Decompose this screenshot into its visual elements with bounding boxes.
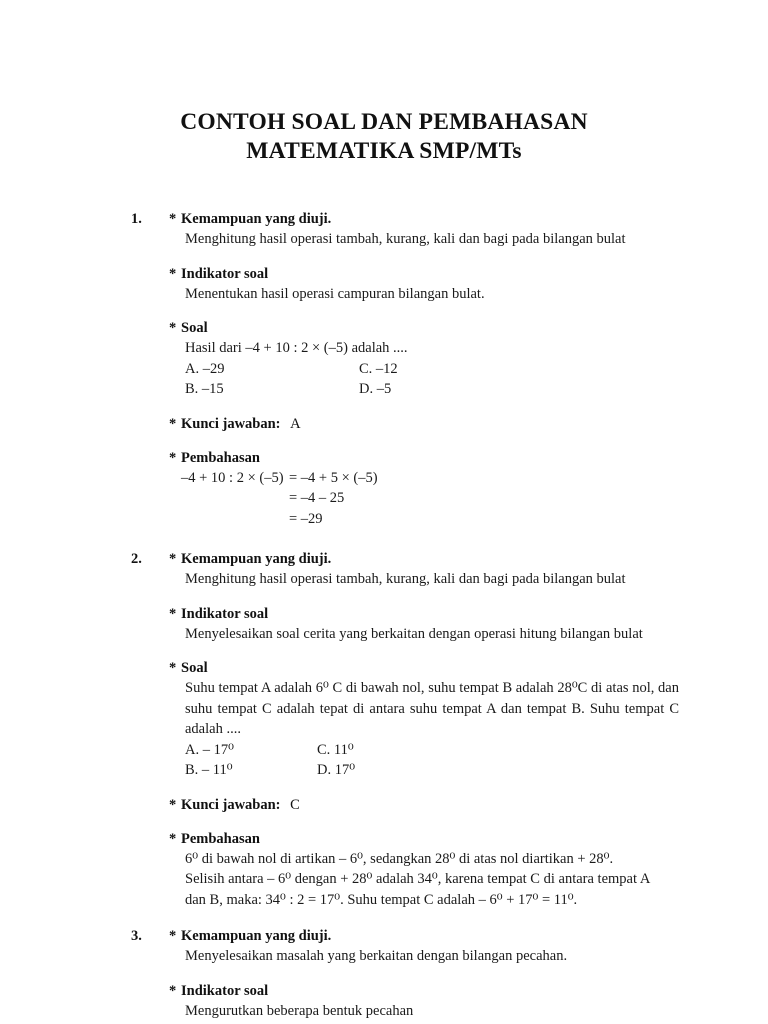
section-body-kemampuan (169, 229, 679, 250)
soal-text: Suhu tempat A adalah 6⁰ C di bawah nol, suhu tempat B adalah 28⁰C di atas nol, dan suhu tempat C adalah tepat di antara suhu tempat A dan tempat B. Suhu tempat C adalah .... (185, 680, 679, 737)
bullet-star-icon: * (169, 830, 177, 847)
option-c[interactable]: C. –12 (359, 360, 398, 377)
section-pembahasan (169, 448, 679, 530)
title-line-1: CONTOH SOAL DAN PEMBAHASAN (180, 109, 588, 135)
section-body-soal (169, 678, 679, 740)
section-heading-pembahasan (169, 448, 679, 468)
option-a[interactable]: A. –29 (185, 360, 225, 377)
solution-step-rhs: = –4 – 25 (289, 490, 345, 506)
section-heading-indikator (169, 604, 679, 624)
section-soal (169, 318, 679, 400)
section-kemampuan (169, 209, 679, 250)
section-heading-label: Indikator soal (181, 605, 269, 622)
section-body-indikator (169, 624, 679, 645)
pembahasan-line: Selisih antara – 6⁰ dengan + 28⁰ adalah 34⁰, karena tempat C di antara tempat A (185, 871, 651, 887)
section-heading-label: Kemampuan yang diuji. (181, 928, 332, 944)
section-heading-label: Kemampuan yang diuji. (181, 551, 332, 567)
bullet-star-icon: * (169, 551, 177, 567)
option-row (185, 760, 679, 781)
indikator-text: Menentukan hasil operasi campuran bilangan bulat. (185, 285, 485, 302)
solution-step-rhs: = –29 (289, 510, 323, 527)
option-row (185, 740, 679, 761)
section-kemampuan (169, 926, 679, 967)
question-block (131, 926, 679, 1021)
question-number: 3. (131, 928, 142, 944)
bullet-star-icon: * (169, 982, 177, 999)
option-row (185, 359, 679, 380)
section-body-pembahasan (169, 849, 679, 911)
section-body-indikator (169, 1001, 679, 1022)
bullet-star-icon: * (169, 660, 177, 676)
section-heading-label: Kunci jawaban: (181, 796, 281, 813)
option-b[interactable]: B. – 11⁰ (185, 762, 233, 778)
option-c[interactable]: C. 11⁰ (317, 741, 354, 758)
section-heading-pembahasan (169, 829, 679, 849)
section-pembahasan (169, 829, 679, 911)
question-number: 1. (131, 211, 142, 227)
option-row (185, 379, 679, 400)
section-body-kemampuan (169, 569, 679, 590)
section-heading-label: Indikator soal (181, 265, 269, 282)
option-b[interactable]: B. –15 (185, 381, 224, 397)
option-d[interactable]: D. –5 (359, 381, 392, 397)
section-heading-soal (169, 318, 679, 338)
bullet-star-icon: * (169, 605, 177, 622)
section-heading-kunci (169, 414, 679, 434)
section-kemampuan (169, 549, 679, 590)
section-heading-label: Indikator soal (181, 982, 269, 999)
indikator-text: Menyelesaikan soal cerita yang berkaitan dengan operasi hitung bilangan bulat (185, 625, 643, 642)
section-heading-label: Soal (181, 660, 208, 676)
solution-step-lhs: –4 + 10 : 2 × (–5) (181, 469, 284, 486)
solution-step (181, 509, 679, 530)
section-heading-label: Soal (181, 320, 208, 336)
section-heading-soal (169, 658, 679, 678)
section-heading-label: Kemampuan yang diuji. (181, 211, 332, 227)
question-list (0, 209, 768, 1021)
section-heading-indikator (169, 264, 679, 284)
section-heading-label: Pembahasan (181, 449, 260, 466)
section-kunci-jawaban (169, 795, 679, 815)
section-heading-indikator (169, 981, 679, 1001)
option-a[interactable]: A. – 17⁰ (185, 741, 234, 758)
section-heading-kemampuan (169, 209, 679, 229)
section-body-kemampuan (169, 946, 679, 967)
section-heading-kemampuan (169, 549, 679, 569)
bullet-star-icon: * (169, 449, 177, 466)
kemampuan-text: Menghitung hasil operasi tambah, kurang, kali dan bagi pada bilangan bulat (185, 231, 626, 247)
answer-key-value: A (290, 415, 301, 432)
section-heading-label: Pembahasan (181, 830, 260, 847)
section-heading-label: Kunci jawaban: (181, 415, 281, 432)
solution-step (181, 488, 679, 509)
section-indikator (169, 604, 679, 645)
bullet-star-icon: * (169, 796, 177, 813)
bullet-star-icon: * (169, 211, 177, 227)
question-number: 2. (131, 551, 142, 567)
kemampuan-text: Menghitung hasil operasi tambah, kurang, kali dan bagi pada bilangan bulat (185, 571, 626, 587)
section-heading-kemampuan (169, 926, 679, 946)
solution-step (181, 468, 679, 489)
solution-steps (169, 468, 679, 530)
section-soal (169, 658, 679, 781)
soal-text: Hasil dari –4 + 10 : 2 × (–5) adalah .... (185, 340, 408, 356)
section-body-indikator (169, 284, 679, 305)
section-heading-kunci (169, 795, 679, 815)
question-block (131, 209, 679, 529)
section-indikator (169, 264, 679, 305)
solution-step-rhs: = –4 + 5 × (–5) (289, 469, 378, 486)
bullet-star-icon: * (169, 320, 177, 336)
pembahasan-line: dan B, maka: 34⁰ : 2 = 17⁰. Suhu tempat C adalah – 6⁰ + 17⁰ = 11⁰. (185, 891, 578, 908)
answer-key-value: C (290, 796, 300, 813)
kemampuan-text: Menyelesaikan masalah yang berkaitan dengan bilangan pecahan. (185, 948, 568, 964)
section-kunci-jawaban (169, 414, 679, 434)
answer-options (169, 740, 679, 781)
pembahasan-line: 6⁰ di bawah nol di artikan – 6⁰, sedangkan 28⁰ di atas nol diartikan + 28⁰. (185, 850, 614, 867)
bullet-star-icon: * (169, 415, 177, 432)
page-title (0, 0, 768, 166)
bullet-star-icon: * (169, 265, 177, 282)
answer-options (169, 359, 679, 400)
indikator-text: Mengurutkan beberapa bentuk pecahan (185, 1002, 414, 1019)
option-d[interactable]: D. 17⁰ (317, 762, 356, 778)
section-indikator (169, 981, 679, 1022)
title-line-2: MATEMATIKA SMP/MTs (246, 138, 522, 164)
question-block (131, 549, 679, 910)
bullet-star-icon: * (169, 928, 177, 944)
section-body-soal (169, 338, 679, 359)
